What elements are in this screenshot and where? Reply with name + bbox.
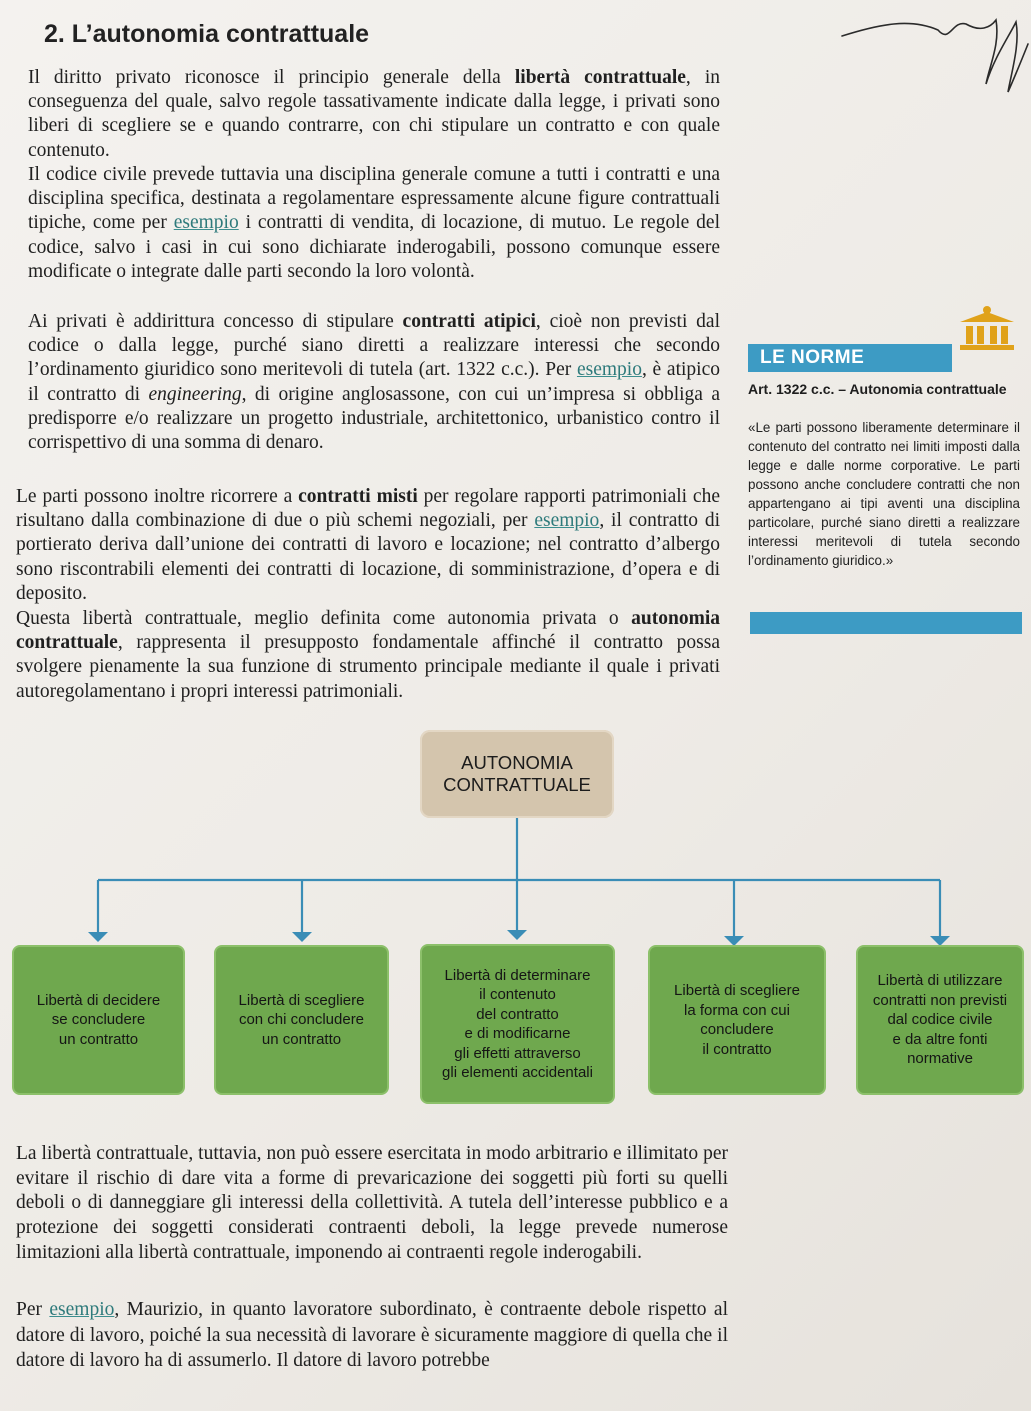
paragraph-contratti-atipici: Ai privati è addirittura concesso di stipulare contratti atipici, cioè non previsti dal codice o dalla legge, purché siano diretti a realizzare interessi che secondo l’ordinamento giuridico sono meritevoli di tutela (art. 1322 c.c.). Per esempio, è atipico il contratto di engineering, di origine anglosassone, con cui un’impresa si obbliga a predisporre e/o realizzare un progetto industriale, architettonico, urbanistico contro il corrispettivo di una somma di denaro. <box>28 311 721 454</box>
arrow-down-icon <box>88 932 108 942</box>
diagram-child-con-chi: Libertà di scegliere con chi concludere un contratto <box>214 945 389 1095</box>
root-label-line1: AUTONOMIA <box>461 752 573 773</box>
esempio-link[interactable]: esempio <box>173 212 239 234</box>
norme-footer-bar <box>750 612 1022 634</box>
norme-title: LE NORME <box>760 347 865 368</box>
paragraph-disciplina-generale: Il codice civile prevede tuttavia una disciplina generale comune a tutti i contratti e una disciplina specifica, destinata a regolamentare espressamente alcune figure contrattuali tipiche, come per esempio i contratti di vendita, di locazione, di mutuo. Le regole del codice, salvo i casi in cui sono dichiarate inderogabili, possono comunque essere modificate o integrate dalle parti secondo la loro volontà. <box>28 164 720 282</box>
arrow-down-icon <box>507 930 527 940</box>
section-title: 2. L’autonomia contrattuale <box>44 20 370 48</box>
paragraph-autonomia-contrattuale: Questa libertà contrattuale, meglio definita come autonomia privata o autonomia contrattuale, rappresenta il presupposto fondamentale affinché il contratto possa svolgere pienamente la sua funzione di strumento principale mediante il quale i privati autoregolamentano i propri interessi patrimoniali. <box>16 608 720 702</box>
paragraph-limitazioni: La libertà contrattuale, tuttavia, non può essere esercitata in modo arbitrario e illimitato per evitare il rischio di dare vita a forme di prevaricazione dei soggetti più forti su quelli deboli o di danneggiare gli interessi della collettività. A tutela dell’interesse pubblico e a protezione dei soggetti considerati contraenti deboli, la legge prevede numerose limitazioni alla libertà contrattuale, imponendo ai contraenti regole inderogabili. <box>16 1143 728 1263</box>
esempio-link[interactable]: esempio <box>534 510 600 532</box>
diagram-child-forma: Libertà di scegliere la forma con cui concludere il contratto <box>648 945 826 1095</box>
esempio-link[interactable]: esempio <box>49 1299 115 1320</box>
diagram-child-contratti-non-previsti: Libertà di utilizzare contratti non previsti dal codice civile e da altre fonti normative <box>856 945 1024 1095</box>
handwritten-scribble <box>840 14 1030 104</box>
paragraph-contratti-misti: Le parti possono inoltre ricorrere a contratti misti per regolare rapporti patrimoniali che risultano dalla combinazione di due o più schemi negoziali, per esempio, il contratto di portierato deriva dall’unione dei contratti di lavoro e locazione; nel contratto d’albergo sono riscontrabili elementi dei contratti di locazione, di somministrazione, d’opera e di deposito. <box>16 486 721 604</box>
paragraph-liberta-contrattuale: Il diritto privato riconosce il principio generale della libertà contrattuale, in conseguenza del quale, salvo regole tassativamente indicate dalla legge, i privati sono liberi di scegliere se e quando contrarre, con chi stipulare un contratto e con quale contenuto. <box>28 67 720 161</box>
autonomia-diagram <box>0 720 1031 1100</box>
arrow-down-icon <box>292 932 312 942</box>
diagram-child-decidere: Libertà di decidere se concludere un contratto <box>12 945 185 1095</box>
norme-article-text: «Le parti possono liberamente determinare il contenuto del contratto nei limiti imposti dalla legge e dalle norme corporative. Le parti possono anche concludere contratti che non appartengano ai tipi aventi una disciplina particolare, purché siano diretti a realizzare interessi meritevoli di tutela secondo l’ordinamento giuridico.» <box>748 420 1020 568</box>
paragraph-esempio-maurizio: Per esempio, Maurizio, in quanto lavoratore subordinato, è contraente debole rispetto al datore di lavoro, poiché la sua necessità di lavorare è sicuramente maggiore di quella che il datore di lavoro ha di assumerlo. Il datore di lavoro potrebbe <box>16 1299 728 1371</box>
building-columns-icon <box>958 304 1016 352</box>
norme-article-heading: Art. 1322 c.c. – Autonomia contrattuale <box>748 381 1007 397</box>
root-label-line2: CONTRATTUALE <box>443 774 591 795</box>
esempio-link[interactable]: esempio <box>576 359 642 381</box>
diagram-root <box>420 730 614 818</box>
diagram-child-contenuto: Libertà di determinare il contenuto del contratto e di modificarne gli effetti attraverso gli elementi accidentali <box>420 944 615 1104</box>
